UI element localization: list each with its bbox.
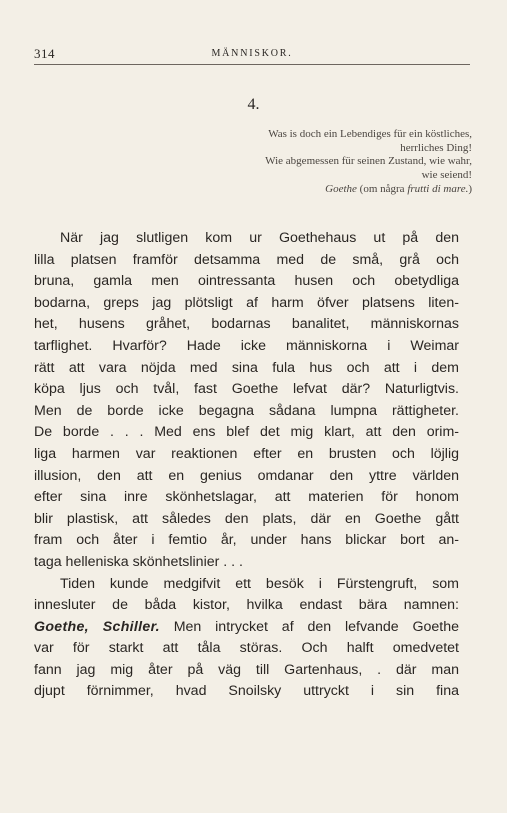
text-line: bruna, gamla men ointressanta husen och obetydliga	[34, 273, 459, 290]
text-line: rätt att vara nöjda med sina fula hus och att i dem	[34, 359, 459, 376]
motto-attribution	[112, 183, 472, 197]
text-line: innesluter de båda kistor, hvilka endast bära namnen:	[34, 597, 459, 614]
text-line: illusion, den att en genius omdanar den yttre världen	[34, 467, 459, 484]
text-line: De borde . . . Med ens blef det mig klart, att den orim-	[34, 424, 459, 441]
motto-line: wie seiend!	[421, 168, 472, 181]
text-line: Tiden kunde medgifvit ett besök i Fürstengruft, som	[60, 575, 459, 592]
text-line: Men de borde icke begagna sådana lumpna rättigheter.	[34, 402, 459, 419]
attribution-end: )	[468, 183, 472, 195]
text-line-names	[34, 617, 459, 639]
text-line: bodarna, greps jag plötsligt af harm öfver platsens liten-	[34, 294, 459, 311]
page-header	[34, 44, 470, 68]
section-number: 4.	[247, 96, 260, 113]
header-rule	[34, 64, 470, 65]
text-line: När jag slutligen kom ur Goethehaus ut på den	[60, 230, 459, 246]
attribution-middle: (om några	[356, 183, 408, 195]
text-line: fann jag mig åter på väg till Gartenhaus, . där man	[34, 661, 459, 678]
text-line: var för starkt att tåla störas. Och halft omedvetet	[34, 640, 459, 657]
body-text	[34, 228, 459, 703]
attribution-work: frutti di mare.	[407, 183, 469, 195]
name-goethe: Goethe,	[34, 618, 89, 635]
text-line: lilla platsen framför detsamma med de små, grå och	[34, 251, 459, 268]
motto-line: herrliches Ding!	[400, 141, 472, 154]
running-title: MÄNNISKOR.	[211, 48, 293, 59]
text-line: fram och åter i femtio år, under hans blickar bort an-	[34, 532, 459, 549]
text-line: blir plastisk, att således den plats, där en Goethe gått	[34, 510, 459, 527]
motto-line: Was is doch ein Lebendiges für ein köstliches,	[268, 128, 472, 140]
text-line: liga harmen var reaktionen efter en brusten och löjlig	[34, 445, 459, 462]
text-line: köpa ljus och tvål, fast Goethe lefvat där? Naturligtvis.	[34, 381, 459, 398]
names-line-rest: Men intrycket af den lefvande Goethe	[159, 618, 459, 635]
motto-epigraph	[112, 128, 472, 197]
name-schiller: Schiller.	[102, 618, 160, 635]
motto-line: Wie abgemessen für seinen Zustand, wie wahr,	[265, 155, 472, 167]
page-number: 314	[34, 46, 55, 61]
text-line: djupt förnimmer, hvad Snoilsky uttryckt i sin fina	[34, 683, 459, 700]
text-line: het, husens gråhet, bodarnas banalitet, människornas	[34, 316, 459, 333]
text-line: tarflighet. Hvarför? Hade icke människorna i Weimar	[34, 337, 459, 354]
text-line: taga helleniska skönhetslinier . . .	[34, 553, 243, 570]
text-line: efter sina inre skönhetslagar, att materien för honom	[34, 489, 459, 506]
attribution-author: Goethe	[325, 183, 357, 195]
